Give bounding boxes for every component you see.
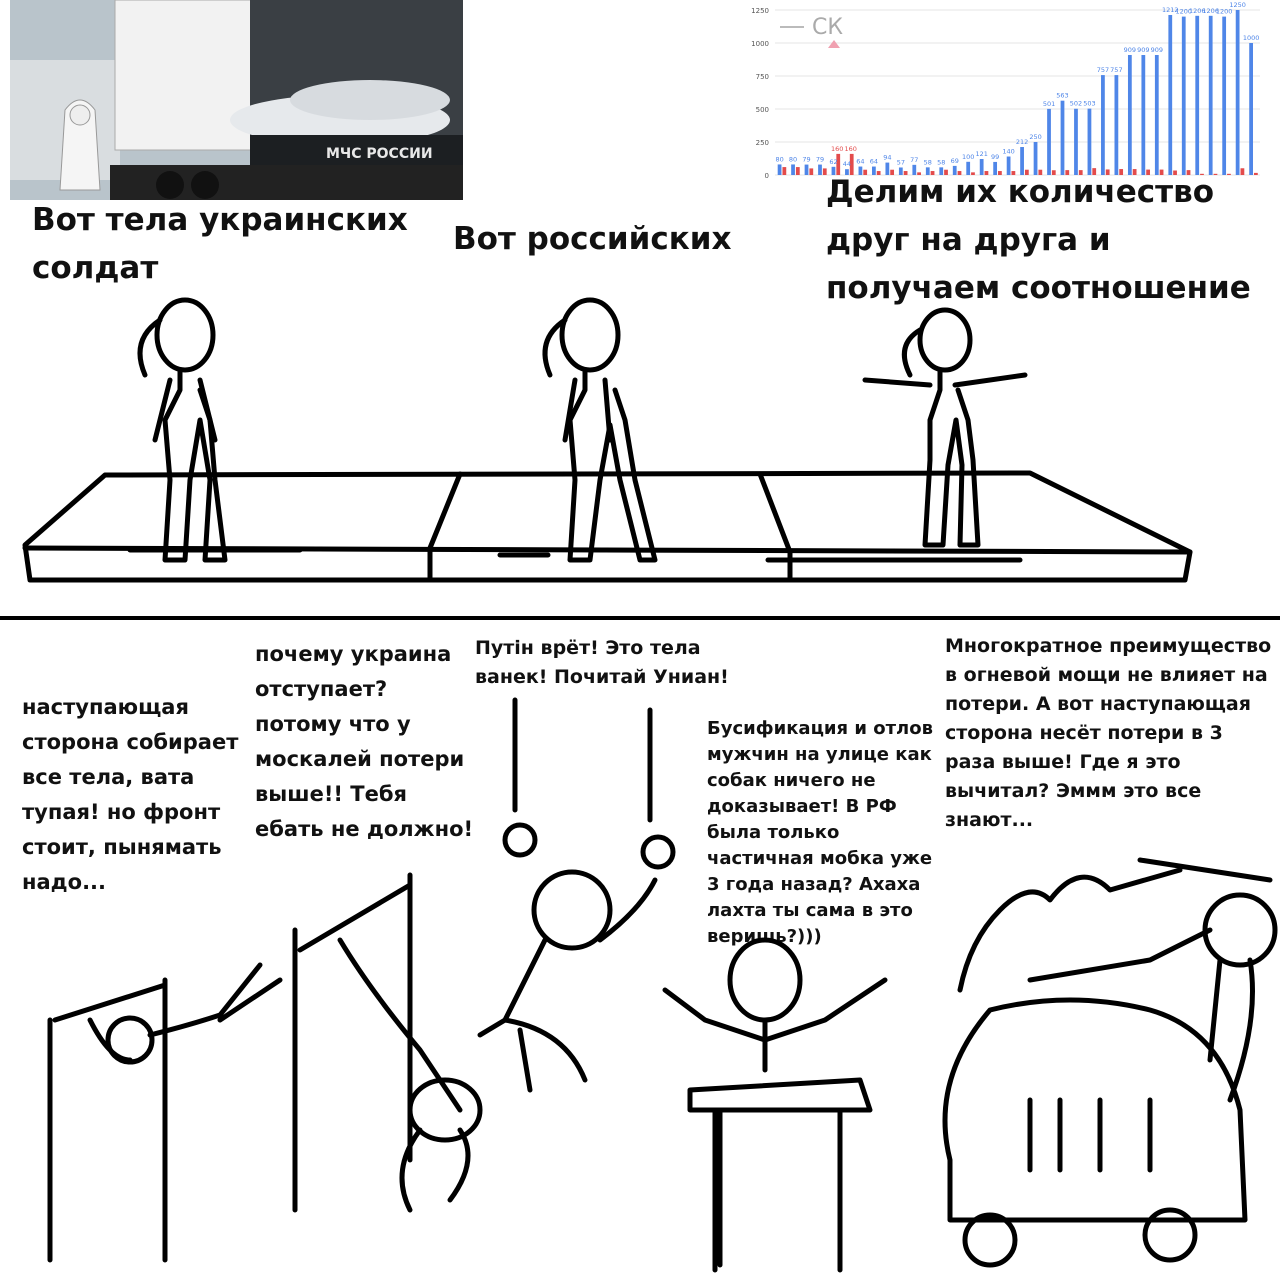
chart-bar-blue [1182,17,1186,175]
chart-data-label-blue: 58 [923,158,932,167]
chart-data-label-blue: 909 [1123,46,1137,55]
chart-data-label-blue: 1000 [1242,34,1260,42]
chart-data-label-blue: 212 [1015,138,1029,147]
chart-data-label-red: 160 [831,144,844,153]
chart-data-label-blue: 58 [937,158,946,167]
chart-data-label-blue: 64 [869,157,879,166]
chart-data-label-red: 160 [844,144,857,153]
chart-bar-blue [1141,55,1145,175]
caption-ukrainian-bodies: Вот тела украинских солдат [32,202,408,286]
chart-data-label-blue: 757 [1096,66,1110,75]
chart-bar-red [782,167,786,175]
chart-data-label-blue: 1206 [1202,6,1219,15]
chart-legend: СК [812,15,843,40]
chart-svg [740,0,1265,180]
chart-bar-red [809,168,813,175]
chart-data-label-blue: 80 [788,155,798,164]
bar-chart [740,0,1265,180]
speech-bubble-3: Путін врёт! Это тела ванек! Почитай Униан! [475,637,729,688]
chart-data-label-blue: 909 [1150,46,1164,55]
chart-data-label-blue: 140 [1002,147,1015,156]
chart-data-label-blue: 79 [802,155,811,164]
chart-bar-blue [1047,109,1051,175]
chart-bar-blue [1155,55,1159,175]
chart-data-label-blue: 1250 [1229,1,1246,9]
chart-bar-blue [1101,75,1105,175]
truck-label: МЧС РОССИИ [326,146,433,162]
chart-data-label-blue: 757 [1110,66,1123,75]
gymnastics-drawing [0,690,1280,1280]
chart-data-label-blue: 94 [883,153,892,162]
chart-bar-blue [791,164,795,175]
chart-data-label-blue: 64 [856,157,865,166]
chart-y-tick-label: 1000 [751,40,769,48]
chart-data-label-blue: 503 [1083,99,1096,108]
chart-bar-blue [1061,101,1065,175]
chart-bar-blue [1168,15,1172,175]
morgue-truck-photo [10,0,463,200]
chart-y-tick-label: 250 [755,139,769,147]
chart-y-tick-label: 500 [755,106,769,114]
chart-data-label-blue: 250 [1029,133,1042,141]
chart-data-label-blue: 79 [815,155,825,164]
chart-data-label-blue: 44 [842,160,852,169]
chart-y-tick-label: 0 [764,172,769,180]
chart-bar-blue [1195,16,1199,175]
chart-data-label-blue: 909 [1137,46,1150,55]
chart-data-label-blue: 1200 [1175,7,1193,16]
speech-bubble-2: почему украина отступает? потому что у москалей потери выше!! Тебя ебать не должно! [255,642,474,841]
chart-bar-blue [1088,109,1092,175]
speech-bubble-1: наступающая сторона собирает все тела, вата тупая! но фронт стоит, пынямать надо... [22,695,239,894]
chart-bar-blue [1074,109,1078,175]
chart-bar-red [796,167,800,175]
chart-data-label-blue: 1212 [1162,6,1179,15]
chart-data-label-blue: 69 [950,156,959,165]
chart-data-label-blue: 502 [1069,99,1083,108]
chart-bar-blue [805,165,809,175]
speech-bubble-4: Бусификация и отлов мужчин на улице как собак ничего не доказывает! В РФ была только частичная мобка уже 3 года назад? Ахаха лахта ты сама в это веришь?))) [707,718,933,947]
chart-data-label-blue: 1206 [1188,6,1206,15]
chart-data-label-blue: 501 [1042,99,1056,108]
speech-bubble-5: Многократное преимущество в огневой мощи не влияет на потери. А вот наступающая сторона несёт потери в 3 раза выше! Где я это вычитал? Эммм это все знают... [945,635,1272,831]
gym-mat-drawing [0,290,1280,620]
chart-bar-blue [778,164,782,175]
chart-bar-blue [1236,10,1240,175]
chart-data-label-blue: 80 [775,155,784,164]
caption-ratio: Делим их количество друг на друга и получаем соотношение [826,174,1251,306]
chart-data-label-blue: 62 [829,157,838,166]
chart-data-label-blue: 100 [961,152,975,161]
chart-bar-blue [1222,17,1226,175]
chart-bar-blue [1249,43,1253,175]
caption-russian-bodies: Вот российских [453,221,732,257]
chart-data-label-blue: 57 [896,158,905,167]
chart-data-label-blue: 1200 [1215,7,1233,16]
panel-divider [0,616,1280,620]
chart-bar-blue [1115,75,1119,175]
chart-data-label-blue: 563 [1056,91,1069,100]
chart-y-tick-label: 1250 [751,7,769,15]
chart-data-label-blue: 121 [975,150,988,159]
chart-bar-blue [1209,16,1213,175]
chart-y-tick-label: 750 [755,73,769,81]
chart-bar-blue [818,165,822,175]
chart-data-label-blue: 99 [990,152,1000,161]
chart-bar-blue [1128,55,1132,175]
chart-data-label-blue: 77 [910,155,919,164]
